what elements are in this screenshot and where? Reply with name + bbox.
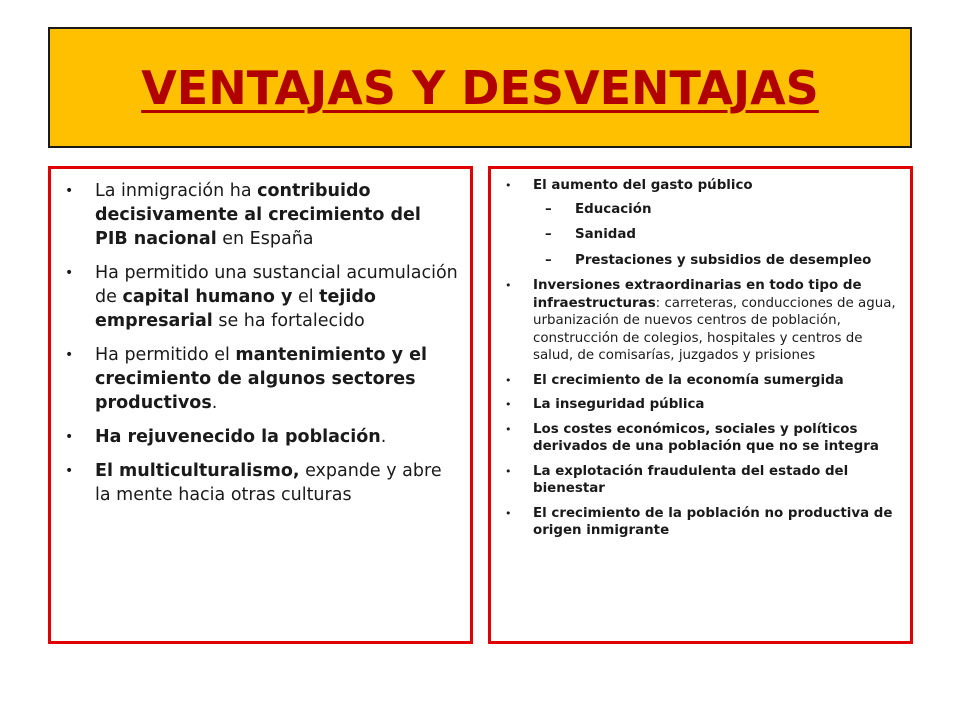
bold-text-segment: El multiculturalismo, bbox=[95, 461, 300, 481]
text-segment: en España bbox=[216, 229, 314, 249]
desventajas-panel bbox=[488, 166, 913, 644]
text-segment: Ha permitido una sustancial acumulación de bbox=[95, 263, 458, 307]
text-segment: se ha fortalecido bbox=[212, 311, 365, 331]
desventaja-item bbox=[505, 372, 902, 390]
bullet-icon: • bbox=[65, 183, 74, 199]
bold-text-segment: contribuido decisivamente al crecimiento del PIB nacional bbox=[95, 181, 421, 249]
sub-item bbox=[533, 201, 902, 219]
desventaja-item bbox=[505, 505, 902, 540]
bold-text-segment: El crecimiento de la economía sumergida bbox=[533, 372, 844, 388]
dash-icon: – bbox=[545, 201, 552, 217]
desventaja-item bbox=[505, 277, 902, 365]
sub-item-text: Educación bbox=[575, 201, 652, 217]
ventaja-item bbox=[65, 343, 458, 415]
desventajas-list bbox=[491, 169, 910, 540]
ventaja-item bbox=[65, 459, 458, 507]
ventaja-item bbox=[65, 179, 458, 251]
text-segment: expande y abre la mente hacia otras culturas bbox=[95, 461, 442, 505]
bold-text-segment: Ha rejuvenecido la población bbox=[95, 427, 381, 447]
bold-text-segment: La explotación fraudulenta del estado del bienestar bbox=[533, 463, 849, 496]
desventaja-item bbox=[505, 463, 902, 498]
sub-item bbox=[533, 252, 902, 270]
page-title: VENTAJAS Y DESVENTAJAS bbox=[141, 60, 819, 115]
desventaja-item bbox=[505, 396, 902, 414]
bullet-icon: • bbox=[505, 506, 512, 520]
ventaja-item bbox=[65, 425, 458, 449]
bullet-icon: • bbox=[505, 464, 512, 478]
dash-icon: – bbox=[545, 252, 552, 268]
ventaja-item bbox=[65, 261, 458, 333]
bold-text-segment: mantenimiento y el crecimiento de algunos sectores productivos bbox=[95, 345, 428, 413]
title-banner bbox=[48, 27, 912, 148]
bullet-icon: • bbox=[65, 429, 74, 445]
ventajas-list bbox=[51, 169, 470, 507]
bullet-icon: • bbox=[505, 179, 512, 192]
bold-text-segment: Inversiones extraordinarias en todo tipo de infraestructuras bbox=[533, 278, 862, 311]
bullet-icon: • bbox=[65, 265, 74, 281]
ventajas-panel bbox=[48, 166, 473, 644]
text-segment: . bbox=[211, 393, 218, 413]
sub-item-text: Sanidad bbox=[575, 227, 637, 242]
bold-text-segment: Los costes económicos, sociales y políticos derivados de una población que no se integra bbox=[533, 421, 879, 454]
bullet-icon: • bbox=[505, 398, 512, 411]
bold-text-segment: tejido empresarial bbox=[95, 287, 376, 331]
text-segment: . bbox=[380, 427, 387, 447]
bold-text-segment: El aumento del gasto público bbox=[533, 178, 753, 193]
text-segment: La inmigración ha bbox=[95, 181, 258, 201]
desventaja-item bbox=[505, 177, 902, 269]
bold-text-segment: El crecimiento de la población no productiva de origen inmigrante bbox=[533, 505, 893, 538]
sub-item-text: Prestaciones y subsidios de desempleo bbox=[575, 252, 872, 268]
text-segment: : carreteras, conducciones de agua, urbanización de nuevos centros de población, construcción de colegios, hospitales y centros de salud, de comisarías, juzgados y prisiones bbox=[533, 295, 896, 363]
dash-icon: – bbox=[545, 227, 552, 242]
bullet-icon: • bbox=[505, 373, 512, 387]
bullet-icon: • bbox=[505, 279, 512, 292]
text-segment: Ha permitido el bbox=[95, 345, 236, 365]
bullet-icon: • bbox=[65, 463, 74, 479]
bold-text-segment: capital humano y bbox=[122, 287, 293, 307]
text-segment: el bbox=[292, 287, 320, 307]
bullet-icon: • bbox=[65, 347, 74, 363]
sub-list bbox=[533, 201, 902, 270]
bold-text-segment: La inseguridad pública bbox=[533, 397, 705, 412]
sub-item bbox=[533, 226, 902, 244]
desventaja-item bbox=[505, 421, 902, 456]
bullet-icon: • bbox=[505, 422, 512, 436]
